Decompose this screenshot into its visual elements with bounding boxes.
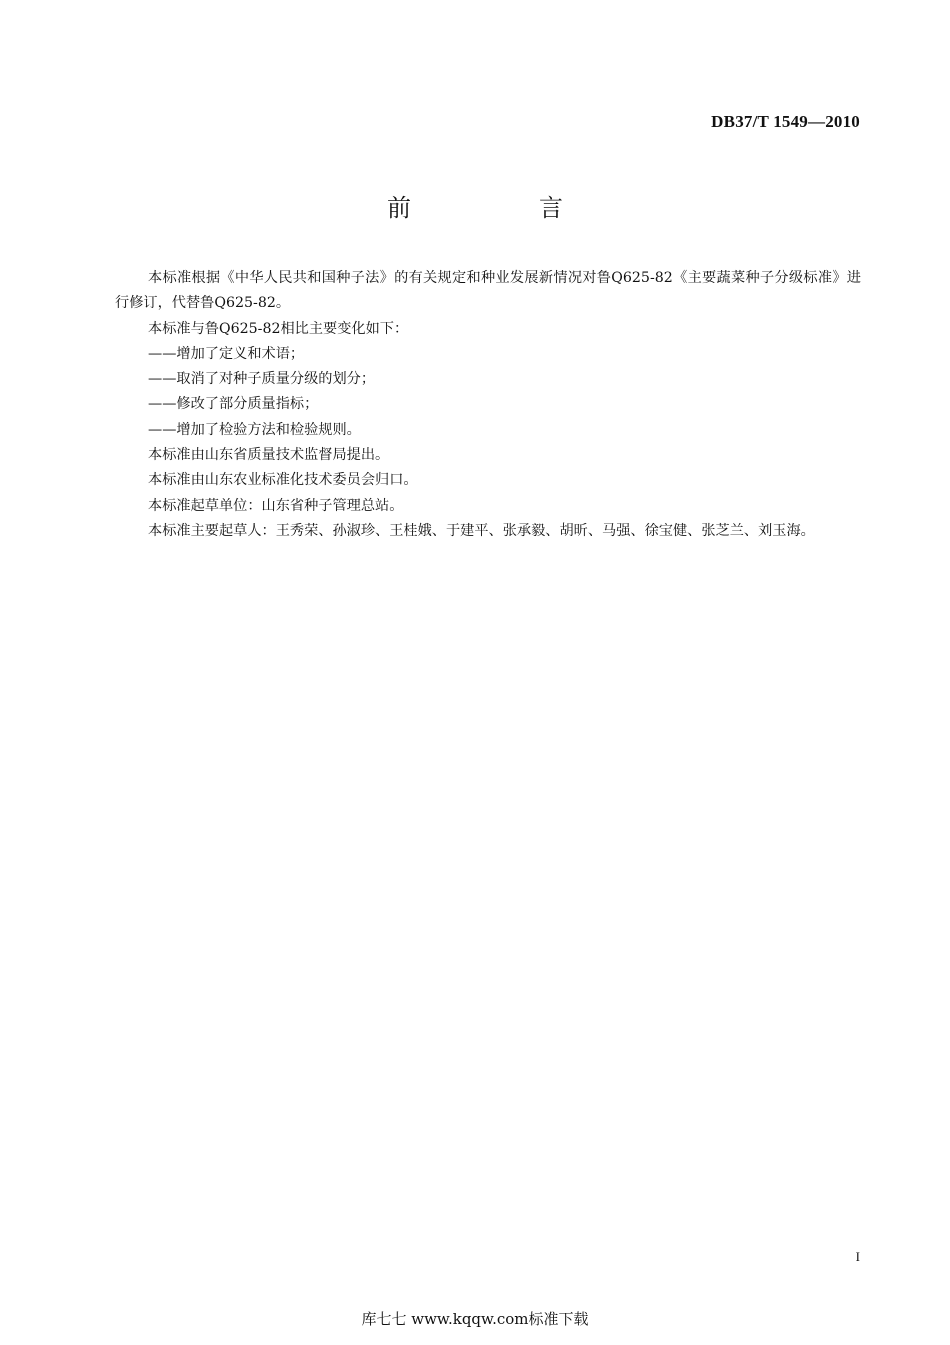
change-item: ——修改了部分质量指标； [148, 396, 319, 413]
standard-number: DB37/T 1549—2010 [711, 112, 860, 131]
foreword-body [115, 266, 861, 544]
paragraph-proposer: 本标准由山东省质量技术监督局提出。 [148, 447, 390, 464]
footer-watermark: 库七七 www.kqqw.com标准下载 [361, 1310, 589, 1328]
page-number: I [855, 1249, 860, 1264]
change-item: ——增加了定义和术语； [148, 345, 305, 362]
paragraph-committee: 本标准由山东农业标准化技术委员会归口。 [148, 472, 418, 489]
change-item: ——取消了对种子质量分级的划分； [148, 371, 376, 388]
paragraph-revision-basis: 本标准根据《中华人民共和国种子法》的有关规定和种业发展新情况对鲁Q625-82《主要蔬菜种子分级标准》进行修订，代替鲁Q625-82。 [115, 270, 861, 312]
paragraph-drafting-unit: 本标准起草单位：山东省种子管理总站。 [148, 497, 404, 514]
change-item: ——增加了检验方法和检验规则。 [148, 421, 361, 438]
page-title: 前 言 [387, 194, 615, 222]
paragraph-changes-intro: 本标准与鲁Q625-82相比主要变化如下： [148, 320, 409, 337]
paragraph-drafters: 本标准主要起草人：王秀荣、孙淑珍、王桂娥、于建平、张承毅、胡昕、马强、徐宝健、张芝兰、刘玉海。 [148, 522, 815, 539]
